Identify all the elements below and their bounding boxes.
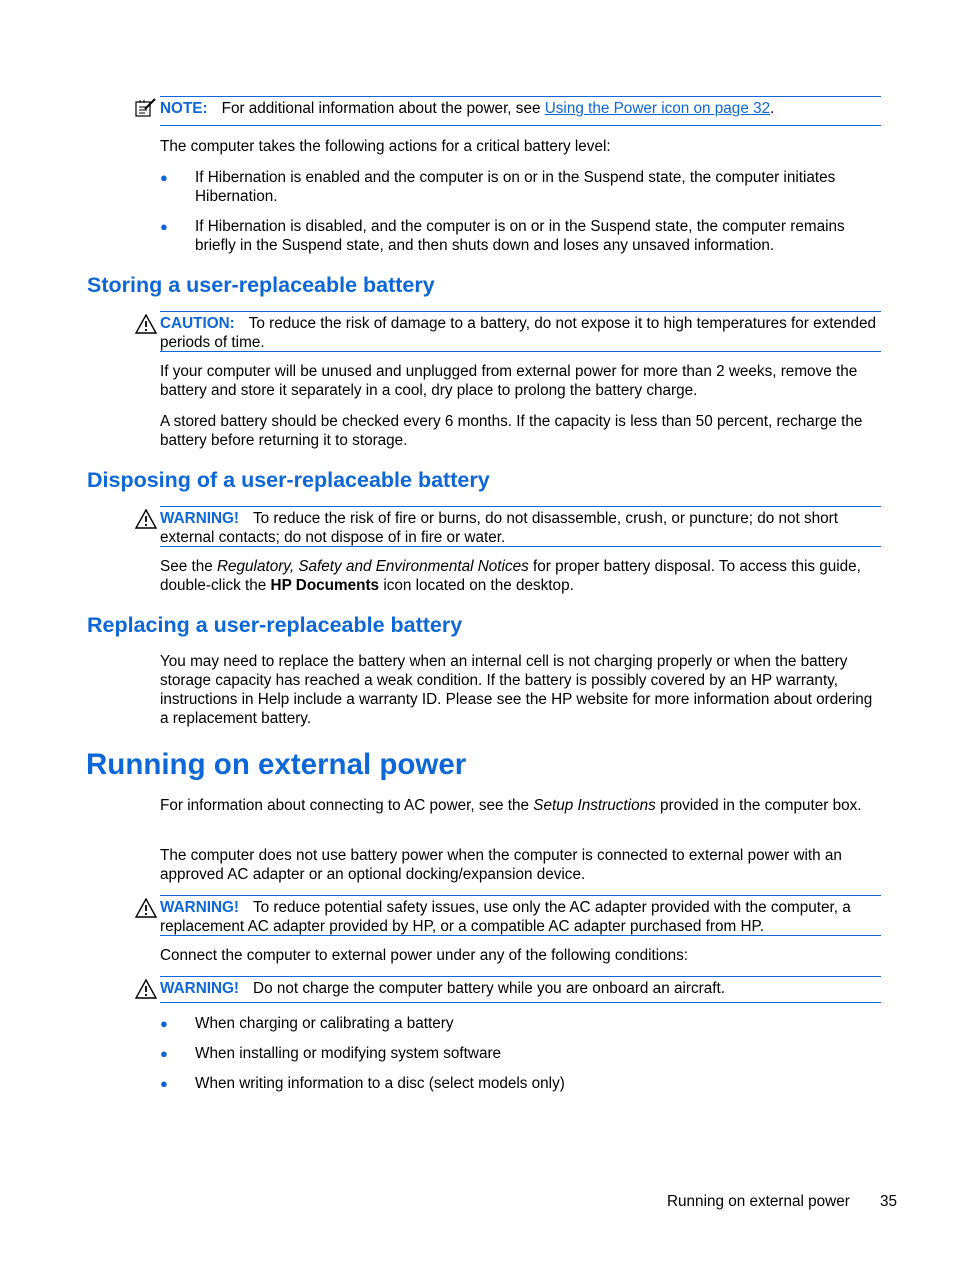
regulatory-notices-title: Regulatory, Safety and Environmental Notices bbox=[216, 558, 529, 575]
storing-paragraph-2: A stored battery should be checked every 6 months. If the capacity is less than 50 percent, recharge the battery before returning it to storage. bbox=[160, 413, 863, 449]
disposing-paragraph: See the Regulatory, Safety and Environmental Notices for proper battery disposal. To access this guide, double-click the HP Documents icon located on the desktop. bbox=[160, 558, 861, 594]
note-pencil-icon bbox=[135, 97, 157, 117]
intro-paragraph: The computer takes the following actions for a critical battery level: bbox=[160, 138, 611, 155]
storing-heading: Storing a user-replaceable battery bbox=[87, 273, 435, 297]
bullet-icon: ● bbox=[160, 1016, 168, 1031]
list-item: ● If Hibernation is disabled, and the computer is on or in the Suspend state, the computer remains briefly in the Suspend state, and then shuts down and loses any unsaved information. bbox=[160, 218, 845, 254]
warning-label: WARNING! bbox=[160, 899, 240, 916]
warning-triangle-icon bbox=[135, 979, 157, 999]
note-text: For additional information about the power, see bbox=[221, 100, 545, 117]
external-paragraph-3: Connect the computer to external power under any of the following conditions: bbox=[160, 947, 689, 964]
list-item: ● When installing or modifying system software bbox=[160, 1045, 502, 1062]
external-paragraph-1: For information about connecting to AC power, see the Setup Instructions provided in the computer box. bbox=[160, 797, 862, 814]
storing-paragraph-1: If your computer will be unused and unplugged from external power for more than 2 weeks, remove the battery and store it separately in a cool, dry place to prolong the battery charge. bbox=[160, 363, 858, 399]
list-item: ● When charging or calibrating a battery bbox=[160, 1015, 454, 1032]
hp-documents-label: HP Documents bbox=[270, 577, 380, 594]
note-box bbox=[160, 96, 881, 126]
bullet-icon: ● bbox=[160, 1046, 168, 1061]
caution-label: CAUTION: bbox=[160, 315, 235, 332]
warning-text: To reduce the risk of fire or burns, do not disassemble, crush, or puncture; do not short external contacts; do not dispose of in fire or water. bbox=[160, 510, 839, 546]
caution-box bbox=[160, 311, 881, 352]
power-icon-link[interactable]: Using the Power icon on page 32 bbox=[544, 100, 771, 117]
note-label: NOTE: bbox=[160, 100, 208, 117]
footer-section-title: Running on external power bbox=[667, 1193, 850, 1210]
warning-triangle-icon bbox=[135, 898, 157, 918]
warning-label: WARNING! bbox=[160, 980, 240, 997]
bullet-icon: ● bbox=[160, 1076, 168, 1091]
replacing-heading: Replacing a user-replaceable battery bbox=[87, 613, 463, 637]
note-after: . bbox=[770, 100, 775, 117]
list-item: ● If Hibernation is enabled and the computer is on or in the Suspend state, the computer initiates Hibernation. bbox=[160, 169, 836, 205]
warning-text: Do not charge the computer battery while you are onboard an aircraft. bbox=[253, 980, 725, 997]
warning-text: To reduce potential safety issues, use only the AC adapter provided with the computer, a replacement AC adapter provided by HP, or a compatible AC adapter purchased from HP. bbox=[160, 899, 851, 935]
disposing-heading: Disposing of a user-replaceable battery bbox=[87, 468, 490, 492]
page-number: 35 bbox=[880, 1193, 898, 1210]
external-paragraph-2: The computer does not use battery power when the computer is connected to external power with an approved AC adapter or an optional docking/expansion device. bbox=[160, 847, 842, 883]
warning-box bbox=[160, 895, 881, 936]
setup-instructions-title: Setup Instructions bbox=[533, 797, 656, 814]
warning-box bbox=[160, 506, 881, 547]
warning-triangle-icon bbox=[135, 509, 157, 529]
warning-box bbox=[160, 976, 881, 1003]
warning-label: WARNING! bbox=[160, 510, 240, 527]
external-power-heading: Running on external power bbox=[86, 748, 467, 781]
bullet-icon: ● bbox=[160, 219, 168, 234]
caution-triangle-icon bbox=[135, 314, 157, 334]
replacing-paragraph: You may need to replace the battery when an internal cell is not charging properly or when the battery storage capacity has reached a weak condition. If the battery is possibly covered by an HP warranty, instructions in Help include a warranty ID. Please see the HP website for more information about ordering a replacement battery. bbox=[160, 653, 873, 727]
list-item: ● When writing information to a disc (select models only) bbox=[160, 1075, 565, 1092]
bullet-icon: ● bbox=[160, 170, 168, 185]
caution-text: To reduce the risk of damage to a battery, do not expose it to high temperatures for extended periods of time. bbox=[160, 315, 877, 351]
